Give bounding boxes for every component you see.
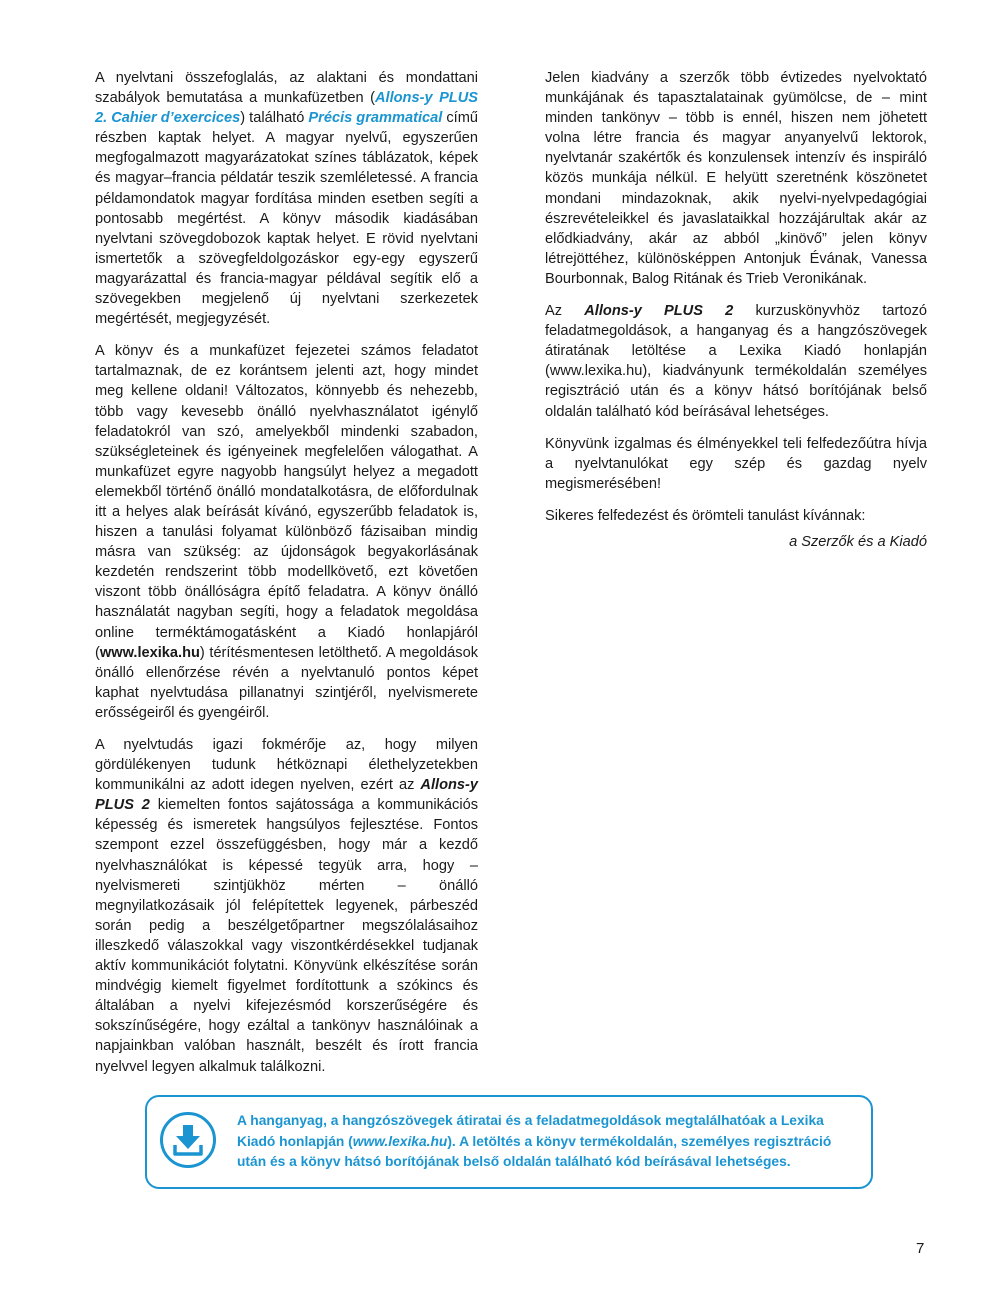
website-link[interactable]: www.lexika.hu [352,1133,448,1149]
paragraph-invitation: Könyvünk izgalmas és élményekkel teli felfedezőútra hívja a nyelvtanulókat egy szép és gazdag nyelv megismerésében! [545,435,927,492]
grammar-section-title: Précis grammatical [308,110,443,127]
paragraph-downloads: Az Allons-y PLUS 2 kurzuskönyvhöz tartozó feladatmegoldások, a hanganyag és a hangzószövegek átiratának letöltése a Lexika Kiadó honlapján (www.lexika.hu), kiadványunk termékoldalán személyes regisztráció után és a könyv hátsó borítójának belső oldalán található kód beírásával lehetséges. [545,303,927,420]
paragraph-wishes: Sikeres felfedezést és örömteli tanulást kívánnak: [545,507,866,524]
page-number: 7 [916,1240,925,1257]
right-column [545,68,927,564]
signature: a Szerzők és a Kiadó [789,533,927,550]
paragraph-exercises: A könyv és a munkafüzet fejezetei számos feladatot tartalmaznak, de ez korántsem jelenti azt, hogy mindet meg kellene oldani! Változatos, könnyebb és nehezebb, több vagy kevesebb önálló nyelvhasználatot igénylő feladatokról van szó, amelyekből mindenki szabadon, szükségleteinek és igényeinek megfelelően válogathat. A munkafüzet egyre nagyobb hangsúlyt helyez a megadott elemekből történő önálló mondatalkotásra, de előfordulnak itt a helyes alak beírását kívánó, egyszerűbb feladatok is, hiszen a tanulási folyamat különböző fázisaiban mindig másra van szükség: az újdonságok begyakorlásának kezdetén rendszerint több modellkövető, ezt követően viszont több önállóságra építő feladatra. A könyv önálló használatát nagyban segíti, hogy a feladatok megoldása online terméktámogatásként a Kiadó honlapjáról (www.lexika.hu) térítésmentesen letölthető. A megoldások önálló ellenőrzése révén a nyelvtanuló pontos képet kaphat nyelvtudása pillanatnyi szintjéről, nyelvismerete erősségeiről és gyengéiről. [95,343,478,721]
paragraph-communication: A nyelvtudás igazi fokmérője az, hogy milyen gördülékenyen tudunk hétköznapi élethelyzetekben kommunikálni az adott idegen nyelven, ezért az Allons-y PLUS 2 kiemelten fontos sajátossága a kommunikációs képesség és ismeretek hangsúlyos fejlesztése. Fontos szempont ezzel összefüggésben, hogy már a kezdő nyelvhasználókat is képessé tegyük arra, hogy – nyelvismereti szintjükhöz mérten – önálló megnyilatkozásaik jól felépítettek legyenek, párbeszéd során pedig a beszélgetőpartner megszólalásaihoz illeszkedő válaszokkal vagy viszontkérdésekkel tudjanak aktív kommunikációt folytatni. Könyvünk elkészítése során mindvégig kiemelt figyelmet fordítottunk a szókincs és általában a nyelvi kifejezésmód korszerűségére és sokszínűségére, hogy ezáltal a tankönyv használóinak a napjainkban valóban használt, beszélt és írott francia nyelvvel legyen alkalmuk találkozni. [95,737,478,1075]
workbook-title: Allons-y PLUS 2. Cahier d’exercices [95,90,478,127]
download-info-text: A hanganyag, a hangzószövegek átiratai és a feladatmegoldások megtalálhatóak a Lexika Kiadó honlapján (www.lexika.hu). A letöltés a könyv termékoldalán, személyes regisztráció után és a könyv hátsó borítójának belső oldalán található kód beírásával lehetséges. [237,1113,832,1169]
paragraph-acknowledgements: Jelen kiadvány a szerzők több évtizedes nyelvoktató munkájának és tapasztalatainak gyümölcse, de – mint minden tankönyv – több is ennél, hiszen nem jöhetett volna létre francia és magyar anyanyelvű lektorok, nyelvtanár szakértők és konzulensek intenzív és inspiráló közös munkája nélkül. E helyütt szeretnénk köszönetet mondani mindazoknak, akik nyelvi-nyelvpedagógiai észrevételeikkel és javaslataikkal hozzájárultak akár az elődkiadvány, akár az abból „kinövő” jelen könyv létrejöttéhez, különösképpen Antonjuk Évának, Vanessa Bourbonnak, Balog Ritának és Trieb Veronikának. [545,70,927,287]
paragraph-grammar-summary: A nyelvtani összefoglalás, az alaktani és mondattani szabályok bemutatása a munkafüzetben (Allons-y PLUS 2. Cahier d’exercices) található Précis grammatical című részben kaptak helyet. A magyar nyelvű, egyszerűen megfogalmazott magyarázatokat színes táblázatok, képek és magyar–francia példatár teszik szemléletessé. A francia példamondatok magyar fordítása minden esetben segíti a pontosabb megértést. A könyv második kiadásában nyelvtani szövegdobozok kaptak helyet. E rövid nyelvtani ismertetők a szövegfeldolgozáskor egy-egy egyszerű magyarázattal és francia-magyar példával segítik elő a szövegekben megjelenő új nyelvtani szerkezetek megértését, megjegyzését. [95,70,478,328]
book-title: Allons-y PLUS 2 [584,303,734,320]
download-info-box [145,1095,873,1189]
book-title: Allons-y PLUS 2 [95,777,478,814]
left-column [95,68,478,1089]
website-link[interactable]: www.lexika.hu [99,644,200,661]
download-icon [159,1111,217,1169]
